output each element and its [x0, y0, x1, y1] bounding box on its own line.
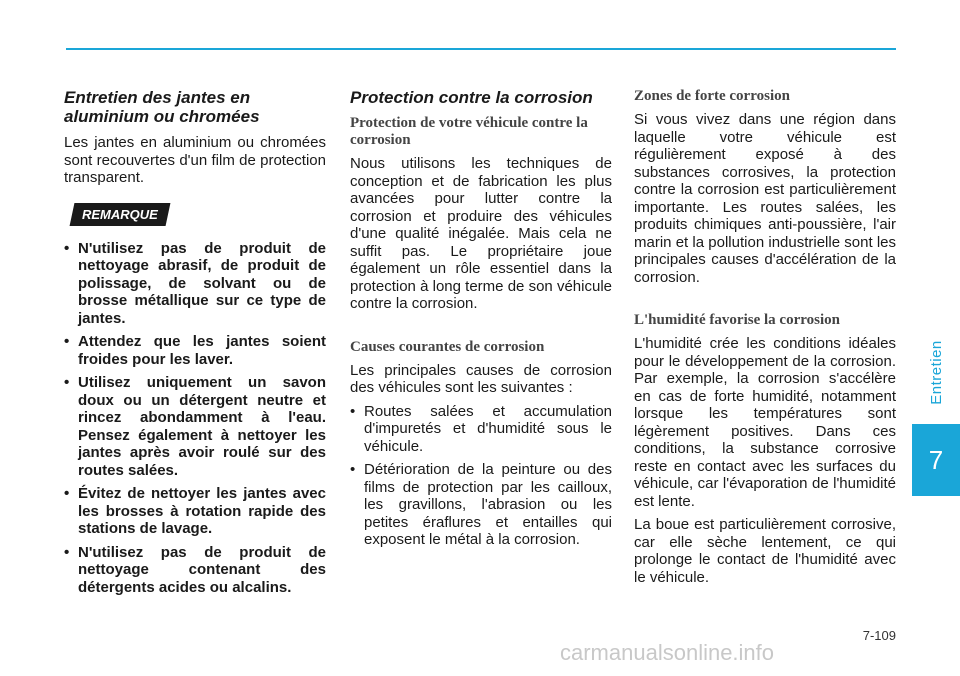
watermark: carmanualsonline.info	[560, 640, 775, 665]
list-item: • N'utilisez pas de produit de nettoyage abrasif, de produit de polissage, de solvant ou de brosse métallique sur ce type de jantes.	[64, 240, 326, 328]
humidity-paragraph: L'humidité crée les conditions idéales pour le développement de la corrosion. Par exemple, la corrosion s'accélère en cas de forte humidité, notamment lorsque les températures sont légèrement positives. Dans ces conditions, la substance corrosive reste en contact avec les surfaces du véhicule, car l'évaporation de l'humidité est lente.	[634, 335, 896, 510]
wheels-intro: Les jantes en aluminium ou chromées sont recouvertes d'un film de protection transparent.	[64, 134, 326, 186]
list-item: • Attendez que les jantes soient froides pour les laver.	[64, 333, 326, 368]
list-item: • Détérioration de la peinture ou des films de protection par les cailloux, les gravillons, l'abrasion ou les petites éraflures et entailles qui exposent le métal à la corrosion.	[350, 461, 612, 549]
causes-list	[350, 403, 612, 549]
column-3	[634, 88, 896, 592]
subheading-humidity: L'humidité favorise la corrosion	[634, 312, 840, 328]
header-rule	[66, 48, 896, 50]
section-title-wheels: Entretien des jantes en aluminium ou chromées	[64, 88, 260, 126]
column-1	[64, 88, 326, 602]
chapter-tab-label	[912, 320, 960, 424]
section-title-corrosion: Protection contre la corrosion	[350, 88, 593, 107]
page-number: 7-109	[862, 628, 896, 643]
subheading-vehicle-protection: Protection de votre véhicule contre la corrosion	[350, 115, 588, 148]
note-badge-label: REMARQUE	[82, 206, 158, 222]
list-item: • Évitez de nettoyer les jantes avec les brosses à rotation rapide des stations de lavage.	[64, 485, 326, 538]
causes-intro: Les principales causes de corrosion des véhicules sont les suivantes :	[350, 361, 612, 396]
list-item: • Routes salées et accumulation d'impuretés et d'humidité sous le véhicule.	[350, 403, 612, 456]
chapter-label-text: Entretien	[927, 339, 945, 405]
protection-paragraph: Nous utilisons les techniques de conception et de fabrication les plus avancées pour lutter contre la corrosion et produire des véhicules d'une qualité inégalée. Mais cela ne suffit pas. Le propriétaire joue également un rôle essentiel dans la protection à long terme de son véhicule contre la corrosion.	[350, 155, 612, 312]
column-2	[350, 88, 612, 555]
chapter-number-tab: 7	[912, 424, 960, 496]
subheading-high-corrosion-areas: Zones de forte corrosion	[634, 88, 790, 104]
list-item: • Utilisez uniquement un savon doux ou un détergent neutre et rincez abondamment à l'eau. Pensez également à nettoyer les jantes après avoir roulé sur des routes salées.	[64, 374, 326, 479]
areas-paragraph: Si vous vivez dans une région dans laquelle votre véhicule est régulièrement exposé à des substances corrosives, la protection contre la corrosion est particulièrement importante. Les routes salées, les produits chimiques anti-poussière, l'air marin et la pollution industrielle sont les principales causes d'accélération de la corrosion.	[634, 111, 896, 286]
mud-paragraph: La boue est particulièrement corrosive, car elle sèche lentement, ce qui prolonge le contact de l'humidité avec le véhicule.	[634, 516, 896, 586]
list-item: • N'utilisez pas de produit de nettoyage contenant des détergents acides ou alcalins.	[64, 544, 326, 597]
subheading-common-causes: Causes courantes de corrosion	[350, 338, 545, 355]
wheels-care-list	[64, 240, 326, 597]
note-badge	[70, 203, 171, 226]
